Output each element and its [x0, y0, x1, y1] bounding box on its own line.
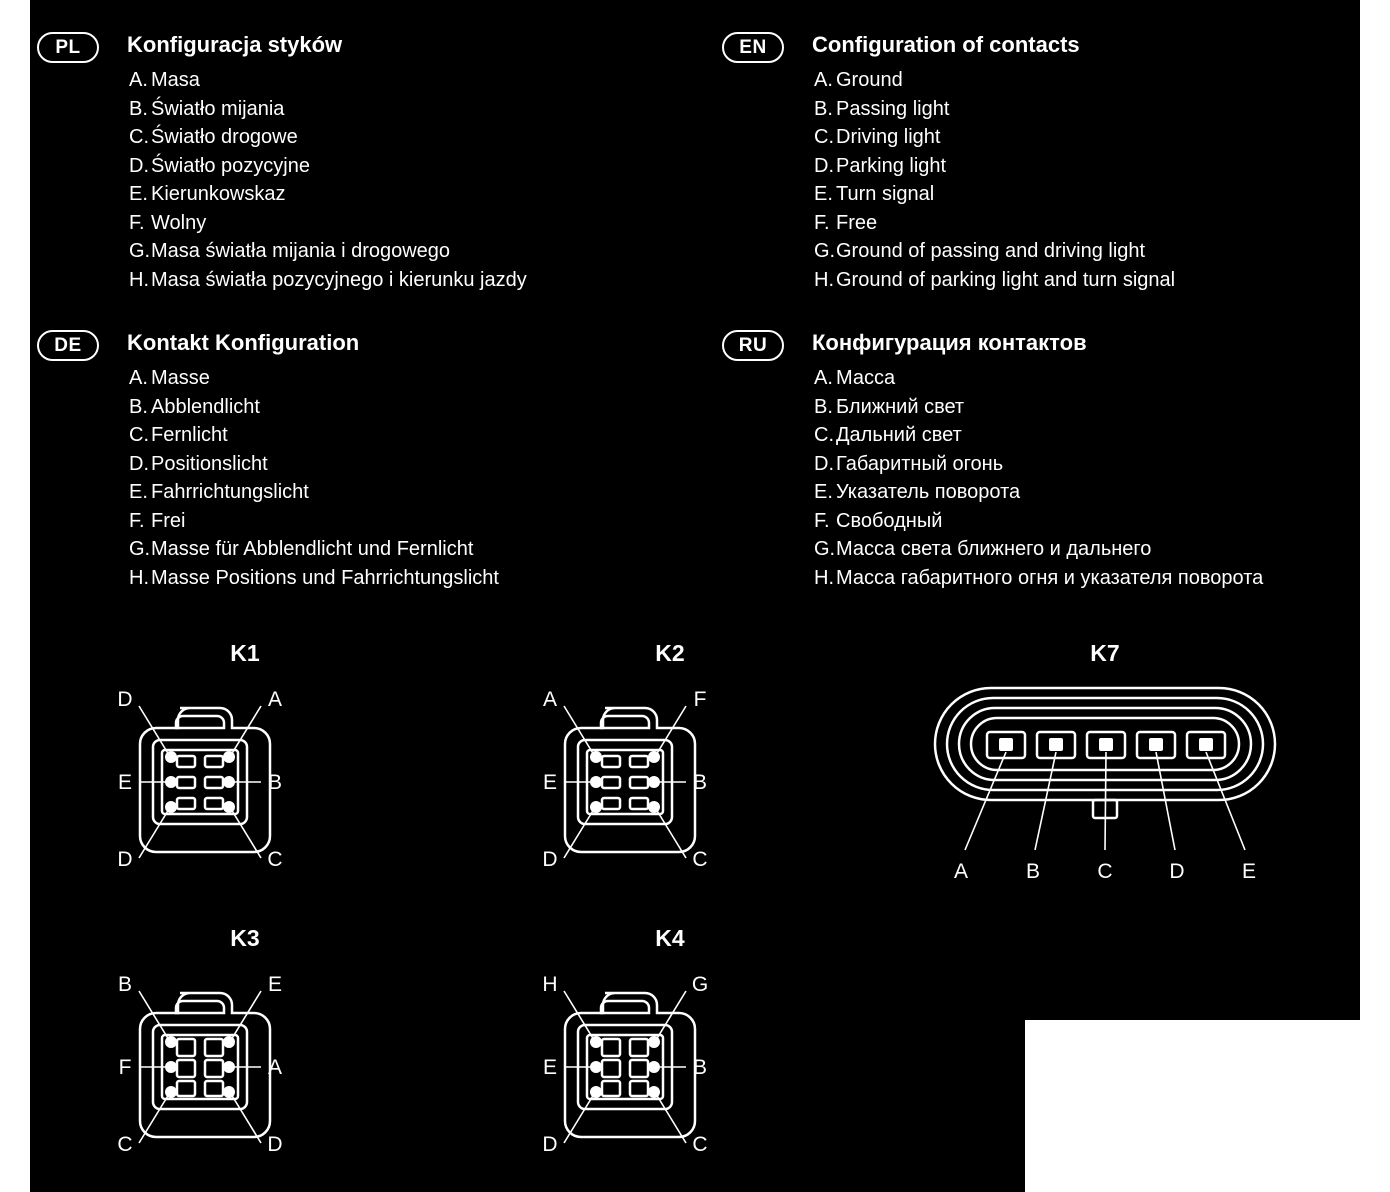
pin-label-4: D — [1169, 860, 1185, 883]
list-item — [129, 152, 527, 181]
pin-label-top-left: B — [117, 973, 133, 996]
list-item-label: Масса — [836, 367, 896, 389]
list-item-label: Positionslicht — [151, 452, 268, 475]
connector-diagram-k4 — [520, 925, 820, 1165]
list-item-label: Free — [836, 211, 878, 234]
list-item-label: Masse — [151, 367, 210, 389]
connector-diagram-k7 — [925, 640, 1285, 900]
list-item-label: Ближний свет — [836, 395, 965, 418]
pin-label-bottom-left: D — [117, 848, 133, 871]
list-item-key: E. — [814, 183, 833, 205]
language-badge-en: EN — [722, 32, 784, 63]
list-item-label: Turn signal — [836, 183, 935, 205]
contact-list-ru — [814, 364, 1263, 592]
list-item-key: C. — [129, 126, 149, 148]
connector-graphic-k2 — [520, 670, 820, 880]
list-item — [814, 478, 1263, 507]
pin-label-1: A — [953, 860, 969, 883]
contact-list-pl — [129, 66, 527, 294]
list-item-label: Parking light — [836, 154, 947, 177]
list-item-label: Ground — [836, 69, 903, 91]
list-item — [129, 66, 527, 95]
pin-label-top-left: D — [117, 688, 133, 711]
list-item — [814, 564, 1263, 593]
connector-diagram-k1 — [95, 640, 395, 880]
pin-label-mid-right: B — [692, 771, 708, 794]
list-item-key: C. — [814, 424, 834, 446]
list-item-key: E. — [814, 481, 833, 503]
list-item-key: B. — [129, 395, 148, 418]
list-item-key: G. — [814, 240, 836, 262]
list-item-label: Abblendlicht — [151, 395, 260, 418]
list-item — [814, 66, 1175, 95]
list-item-key: A. — [814, 367, 833, 389]
pin-label-mid-left: E — [542, 771, 558, 794]
connector-diagram-k3 — [95, 925, 395, 1165]
list-item-label: Дальний свет — [836, 424, 962, 446]
list-item-key: D. — [129, 154, 149, 177]
list-item-key: F. — [814, 211, 830, 234]
list-item-key: B. — [129, 97, 148, 120]
list-item-label: Масса света ближнего и дальнего — [836, 538, 1152, 560]
list-item — [129, 478, 499, 507]
list-item — [129, 237, 527, 266]
pin-label-mid-right: B — [267, 771, 283, 794]
list-item — [129, 507, 499, 536]
pin-label-mid-right: A — [267, 1056, 283, 1079]
list-item — [814, 237, 1175, 266]
connector-graphic-k7 — [925, 670, 1285, 900]
list-item-key: H. — [129, 268, 149, 291]
list-item-label: Masse für Abblendlicht und Fernlicht — [151, 538, 474, 560]
pin-label-3: C — [1097, 860, 1113, 883]
list-item-key: H. — [814, 566, 834, 589]
list-item — [814, 209, 1175, 238]
list-item-label: Указатель поворота — [836, 481, 1021, 503]
pin-label-bottom-right: C — [692, 848, 708, 871]
language-badge-pl: PL — [37, 32, 99, 63]
pin-label-bottom-left: C — [117, 1133, 133, 1156]
list-item-label: Свободный — [836, 509, 943, 532]
list-item-label: Wolny — [151, 211, 207, 234]
connector-diagram-k2 — [520, 640, 820, 880]
connector-title-k3: K3 — [230, 925, 260, 951]
list-item — [129, 209, 527, 238]
list-item-label: Масса габаритного огня и указателя поворота — [836, 566, 1264, 589]
list-item-key: A. — [129, 367, 148, 389]
connector-graphic-k3 — [95, 955, 395, 1165]
contact-list-de — [129, 364, 499, 592]
pin-label-top-left: A — [542, 688, 558, 711]
language-title-de: Kontakt Konfiguration — [127, 330, 360, 355]
list-item-key: H. — [129, 566, 149, 589]
list-item-label: Ground of parking light and turn signal — [836, 268, 1176, 291]
connector-title-k1: K1 — [230, 640, 260, 666]
list-item-key: C. — [129, 424, 149, 446]
list-item-key: F. — [129, 211, 145, 234]
list-item-key: A. — [129, 69, 148, 91]
list-item-label: Fahrrichtungslicht — [151, 481, 309, 503]
list-item-label: Driving light — [836, 126, 941, 148]
list-item-key: D. — [129, 452, 149, 475]
pin-label-2: B — [1025, 860, 1041, 883]
list-item — [129, 564, 499, 593]
list-item — [129, 450, 499, 479]
pin-label-top-right: A — [267, 688, 283, 711]
connector-graphic-k1 — [95, 670, 395, 880]
list-item-key: H. — [814, 268, 834, 291]
list-item-label: Kierunkowskaz — [151, 183, 286, 205]
list-item — [129, 421, 499, 450]
list-item — [814, 507, 1263, 536]
connector-title-k4: K4 — [655, 925, 685, 951]
list-item — [129, 180, 527, 209]
list-item — [129, 266, 527, 295]
list-item-key: D. — [814, 154, 834, 177]
list-item-label: Masa światła mijania i drogowego — [151, 240, 451, 262]
list-item — [814, 364, 1263, 393]
list-item-label: Frei — [151, 509, 186, 532]
list-item-label: Ground of passing and driving light — [836, 240, 1146, 262]
list-item — [129, 535, 499, 564]
pin-label-bottom-left: D — [542, 1133, 558, 1156]
pin-label-top-left: H — [542, 973, 558, 996]
pin-label-bottom-right: C — [692, 1133, 708, 1156]
list-item-key: F. — [814, 509, 830, 532]
language-badge-de: DE — [37, 330, 99, 361]
list-item-label: Fernlicht — [151, 424, 228, 446]
list-item — [814, 450, 1263, 479]
list-item-key: D. — [814, 452, 834, 475]
list-item-label: Światło drogowe — [151, 126, 298, 148]
list-item-label: Światło mijania — [151, 97, 285, 120]
language-title-pl: Konfiguracja styków — [127, 32, 343, 57]
pin-label-bottom-left: D — [542, 848, 558, 871]
list-item — [814, 180, 1175, 209]
list-item — [814, 421, 1263, 450]
list-item-key: E. — [129, 183, 148, 205]
list-item-label: Габаритный огонь — [836, 452, 1004, 475]
list-item-label: Masa — [151, 69, 200, 91]
list-item — [129, 364, 499, 393]
list-item-key: C. — [814, 126, 834, 148]
pin-label-mid-right: B — [692, 1056, 708, 1079]
list-item-key: G. — [129, 240, 151, 262]
list-item-key: B. — [814, 395, 833, 418]
list-item — [814, 95, 1175, 124]
pin-label-bottom-right: D — [267, 1133, 283, 1156]
list-item-label: Masse Positions und Fahrrichtungslicht — [151, 566, 499, 589]
pin-label-top-right: F — [693, 688, 707, 711]
list-item-key: G. — [814, 538, 836, 560]
list-item-key: A. — [814, 69, 833, 91]
list-item-key: F. — [129, 509, 145, 532]
list-item-label: Masa światła pozycyjnego i kierunku jazdy — [151, 268, 527, 291]
contact-list-en — [814, 66, 1175, 294]
connector-title-k2: K2 — [655, 640, 685, 666]
pin-label-top-right: E — [267, 973, 283, 996]
list-item-key: B. — [814, 97, 833, 120]
pin-label-5: E — [1241, 860, 1257, 883]
connector-graphic-k4 — [520, 955, 820, 1165]
list-item — [814, 266, 1175, 295]
list-item-label: Światło pozycyjne — [151, 154, 310, 177]
list-item — [129, 123, 527, 152]
pin-label-mid-left: F — [118, 1056, 132, 1079]
list-item — [814, 393, 1263, 422]
list-item — [814, 152, 1175, 181]
list-item — [129, 95, 527, 124]
pin-label-bottom-right: C — [267, 848, 283, 871]
list-item — [129, 393, 499, 422]
list-item — [814, 123, 1175, 152]
list-item-label: Passing light — [836, 97, 950, 120]
pin-label-mid-left: E — [117, 771, 133, 794]
connector-title-k7: K7 — [1090, 640, 1120, 666]
language-title-ru: Конфигурация контактов — [812, 330, 1087, 355]
pin-label-top-right: G — [691, 973, 709, 996]
list-item — [814, 535, 1263, 564]
pin-label-mid-left: E — [542, 1056, 558, 1079]
language-title-en: Configuration of contacts — [812, 32, 1080, 57]
list-item-key: E. — [129, 481, 148, 503]
list-item-key: G. — [129, 538, 151, 560]
language-badge-ru: RU — [722, 330, 784, 361]
